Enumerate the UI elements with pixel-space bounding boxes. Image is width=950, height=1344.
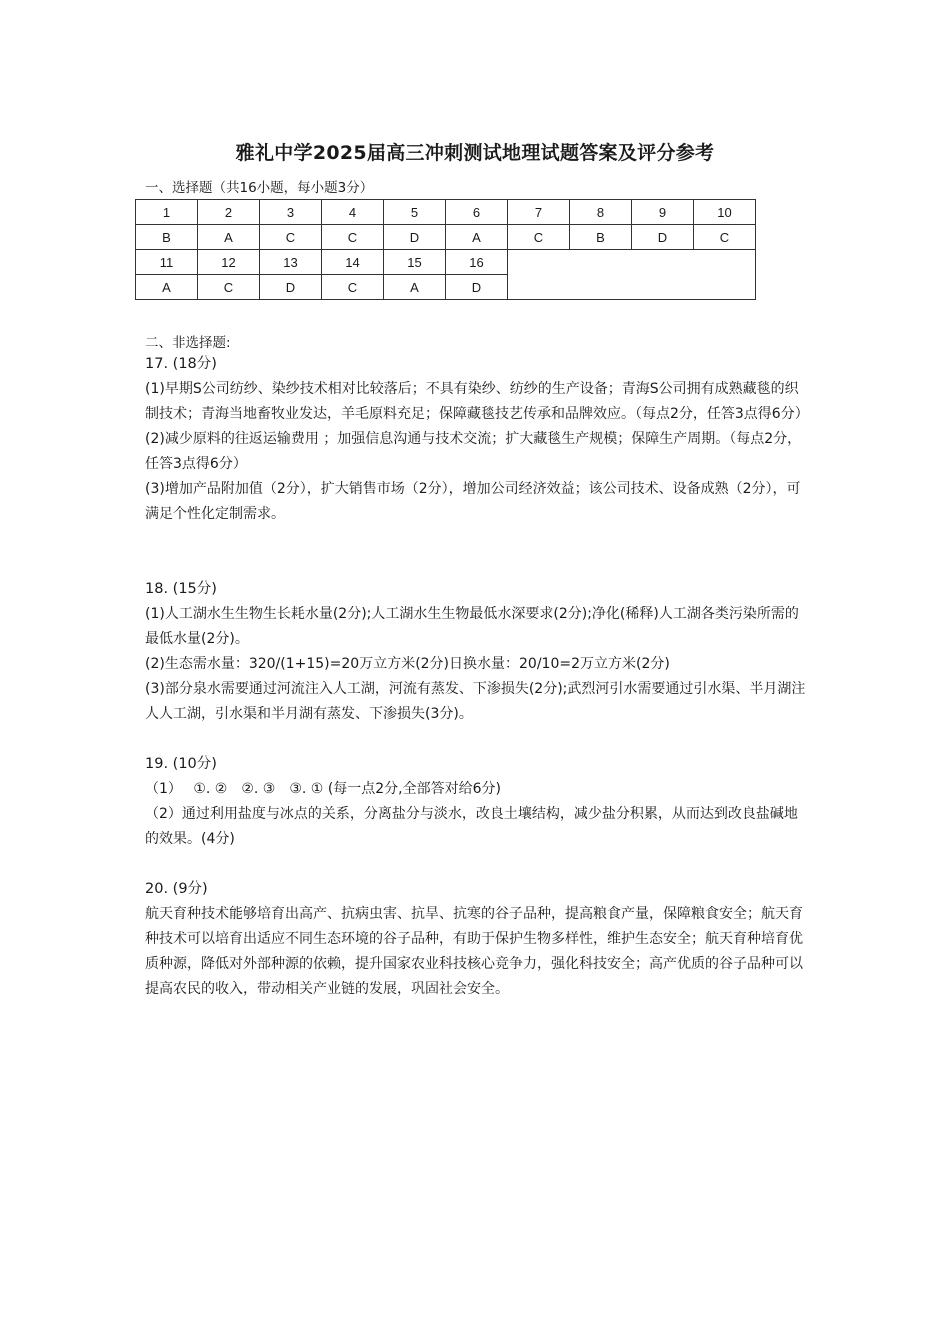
- answer-cell: C: [694, 225, 756, 250]
- question-18-heading: 18. (15分): [145, 581, 217, 597]
- answer-cell: A: [446, 225, 508, 250]
- answer-cell: D: [446, 275, 508, 300]
- question-17-heading: 17. (18分): [145, 356, 217, 372]
- question-19: [145, 752, 810, 852]
- table-row: [136, 250, 756, 275]
- question-number-cell: 2: [198, 200, 260, 225]
- section-non-choice-heading: 二、非选择题:: [145, 335, 231, 351]
- question-number-cell: 7: [508, 200, 570, 225]
- answer-cell: C: [198, 275, 260, 300]
- question-number-cell: 13: [260, 250, 322, 275]
- question-17-part-3: (3)增加产品附加值（2分），扩大销售市场（2分），增加公司经济效益；该公司技术、设备成熟（2分），可满足个性化定制需求。: [145, 481, 801, 522]
- question-number-cell: 8: [570, 200, 632, 225]
- question-20-answer: 航天育种技术能够培育出高产、抗病虫害、抗旱、抗寒的谷子品种，提高粮食产量，保障粮食安全；航天育种技术可以培育出适应不同生态环境的谷子品种，有助于保护生物多样性，维护生态安全；航天育种培育优质种源，降低对外部种源的依赖，提升国家农业科技核心竞争力，强化科技安全；高产优质的谷子品种可以提高农民的收入，带动相关产业链的发展，巩固社会安全。: [145, 906, 803, 997]
- question-20: [145, 877, 810, 1002]
- question-number-cell: 11: [136, 250, 198, 275]
- question-number-cell: 1: [136, 200, 198, 225]
- blank-cell: [508, 250, 756, 300]
- answer-cell: B: [136, 225, 198, 250]
- answer-table: [135, 199, 756, 300]
- question-number-cell: 12: [198, 250, 260, 275]
- question-17-part-2: (2)减少原料的往返运输费用 ；加强信息沟通与技术交流；扩大藏毯生产规模；保障生产周期。（每点2分，任答3点得6分）: [145, 431, 802, 472]
- answer-cell: A: [198, 225, 260, 250]
- answer-cell: D: [632, 225, 694, 250]
- question-number-cell: 15: [384, 250, 446, 275]
- question-number-cell: 16: [446, 250, 508, 275]
- answer-cell: B: [570, 225, 632, 250]
- answer-cell: A: [136, 275, 198, 300]
- answer-cell: C: [322, 275, 384, 300]
- question-number-cell: 14: [322, 250, 384, 275]
- question-number-cell: 5: [384, 200, 446, 225]
- question-number-cell: 10: [694, 200, 756, 225]
- question-18: [145, 577, 810, 727]
- question-17: [145, 352, 810, 527]
- question-18-part-3: (3)部分泉水需要通过河流注入人工湖，河流有蒸发、下渗损失(2分);武烈河引水需要通过引水渠、半月湖注人人工湖，引水渠和半月湖有蒸发、下渗损失(3分)。: [145, 681, 806, 722]
- answer-cell: C: [322, 225, 384, 250]
- answer-cell: C: [260, 225, 322, 250]
- answer-cell: C: [508, 225, 570, 250]
- answer-cell: D: [384, 225, 446, 250]
- answer-cell: A: [384, 275, 446, 300]
- section-multiple-choice-heading: 一、选择题（共16小题，每小题3分）: [145, 180, 374, 196]
- question-number-cell: 6: [446, 200, 508, 225]
- question-19-heading: 19. (10分): [145, 756, 217, 772]
- question-19-part-2: （2）通过利用盐度与冰点的关系，分离盐分与淡水，改良土壤结构，减少盐分积累，从而达到改良盐碱地的效果。(4分): [145, 806, 798, 847]
- table-row: [136, 200, 756, 225]
- question-18-part-1: (1)人工湖水生生物生长耗水量(2分);人工湖水生生物最低水深要求(2分);净化(稀释)人工湖各类污染所需的最低水量(2分)。: [145, 606, 799, 647]
- question-number-cell: 9: [632, 200, 694, 225]
- question-17-part-1: (1)早期S公司纺纱、染纱技术相对比较落后；不具有染纱、纺纱的生产设备；青海S公司拥有成熟藏毯的织制技术；青海当地畜牧业发达，羊毛原料充足；保障藏毯技艺传承和品牌效应。（每点2分，任答3点得6分）: [145, 381, 809, 422]
- answer-cell: D: [260, 275, 322, 300]
- question-18-part-2: (2)生态需水量：320/(1+15)=20万立方米(2分)日换水量：20/10=2万立方米(2分): [145, 656, 670, 672]
- question-20-heading: 20. (9分): [145, 881, 208, 897]
- table-row: [136, 225, 756, 250]
- page-title: 雅礼中学2025届高三冲刺测试地理试题答案及评分参考: [235, 142, 715, 164]
- question-19-part-1: （1） ①. ② ②. ③ ③. ① (每一点2分,全部答对给6分): [145, 781, 502, 797]
- question-number-cell: 3: [260, 200, 322, 225]
- question-number-cell: 4: [322, 200, 384, 225]
